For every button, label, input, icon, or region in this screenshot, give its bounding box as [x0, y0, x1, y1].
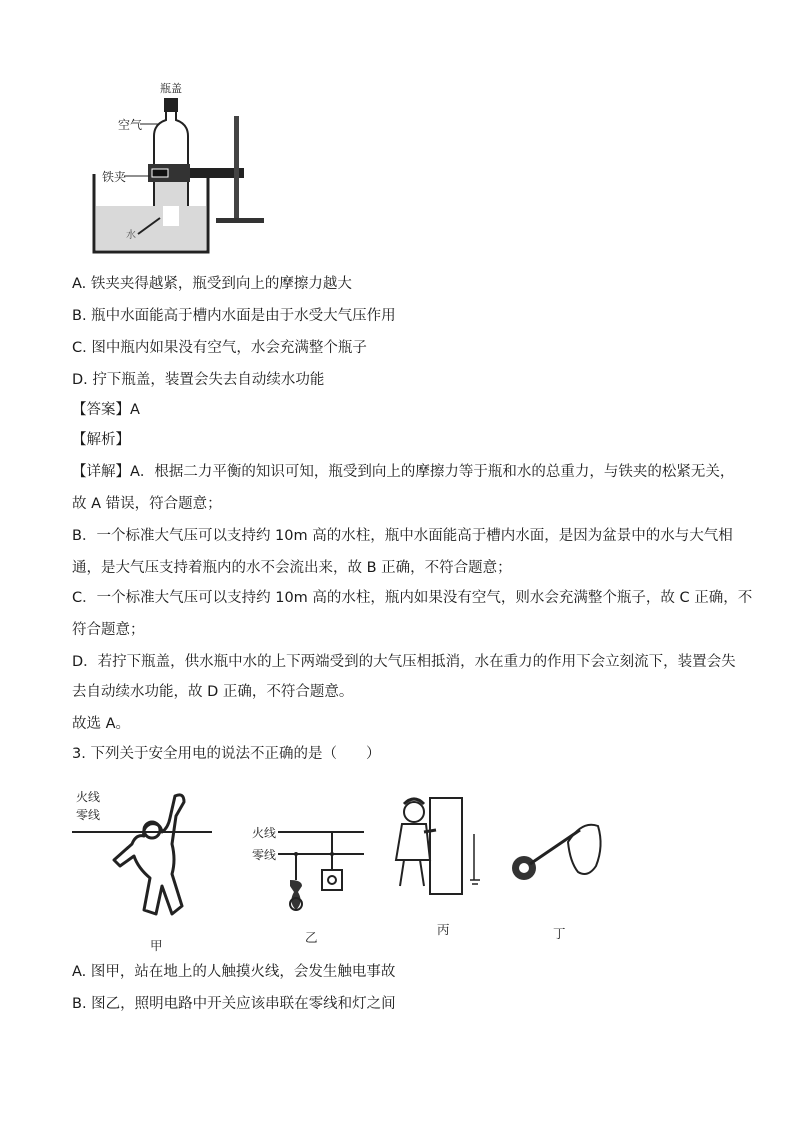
detail-line: D．若拧下瓶盖，供水瓶中水的上下两端受到的大气压相抵消，水在重力的作用下会立刻流下，装置会失	[72, 654, 736, 670]
detail-line: 符合题意；	[72, 622, 145, 638]
switch-box	[322, 870, 342, 890]
detail-line: 故 A 错误，符合题意；	[72, 496, 222, 512]
label-water: 水	[126, 230, 136, 241]
bottle-cap-shape	[164, 98, 178, 112]
child-dress	[396, 824, 430, 860]
caption-yi: 乙	[305, 930, 318, 945]
figure-jia	[72, 782, 222, 932]
label-air: 空气	[118, 118, 143, 132]
figure-bottle-apparatus	[88, 78, 288, 258]
detail-line: B．一个标准大气压可以支持约 10m 高的水柱，瓶中水面能高于槽内水面，是因为盆景中的水与大气相	[72, 528, 733, 544]
label-bottle-cap: 瓶盖	[160, 82, 182, 95]
q3-stem: 3. 下列关于安全用电的说法不正确的是（ ）	[72, 746, 381, 762]
q2-option-a: A. 铁夹夹得越紧，瓶受到向上的摩擦力越大	[72, 276, 352, 292]
detail-line: 去自动续水功能，故 D 正确，不符合题意。	[72, 684, 354, 700]
caption-bing: 丙	[437, 922, 450, 937]
bulb-shape	[290, 880, 302, 910]
person-figure	[114, 795, 184, 914]
q2-option-d: D. 拧下瓶盖，装置会失去自动续水功能	[72, 372, 325, 388]
child-at-outlet-drawing	[380, 790, 490, 900]
label-live-wire-jia: 火线	[76, 790, 101, 804]
label-neutral-wire-jia: 零线	[76, 808, 101, 822]
answer-value: A	[130, 402, 140, 418]
stand-pole	[234, 116, 239, 220]
label-live-wire-yi: 火线	[252, 826, 277, 840]
hand-outline	[568, 825, 601, 874]
hand-with-test-pen-drawing	[508, 812, 608, 912]
q3-option-a: A. 图甲，站在地上的人触摸火线，会发生触电事故	[72, 964, 396, 980]
q3-option-b: B. 图乙，照明电路中开关应该串联在零线和灯之间	[72, 996, 396, 1012]
detail-line: 故选 A。	[72, 716, 131, 732]
caption-jia: 甲	[150, 938, 163, 953]
q2-option-b: B. 瓶中水面能高于槽内水面是由于水受大气压作用	[72, 308, 396, 324]
figure-yi	[248, 812, 368, 922]
stand-base	[216, 218, 264, 223]
detail-line: C．一个标准大气压可以支持约 10m 高的水柱，瓶内如果没有空气，则水会充满整个瓶子，故 C 正确，不	[72, 590, 753, 606]
caption-ding: 丁	[553, 926, 566, 941]
label-neutral-wire-yi: 零线	[252, 848, 277, 862]
label-iron-clamp: 铁夹	[102, 170, 127, 184]
answer-line	[72, 400, 140, 420]
analysis-tag: 【解析】	[72, 432, 130, 448]
detail-line: 通，是大气压支持着瓶内的水不会流出来，故 B 正确，不符合题意；	[72, 560, 512, 576]
wall-panel	[430, 798, 462, 894]
q2-option-c: C. 图中瓶内如果没有空气，水会充满整个瓶子	[72, 340, 367, 356]
answer-tag: 【答案】	[72, 402, 130, 418]
detail-line: 【详解】A．根据二力平衡的知识可知，瓶受到向上的摩擦力等于瓶和水的总重力，与铁夹的松紧无关，	[72, 464, 735, 480]
figure-bing	[380, 790, 490, 900]
figure-ding	[508, 812, 608, 912]
basin-water	[96, 206, 206, 250]
